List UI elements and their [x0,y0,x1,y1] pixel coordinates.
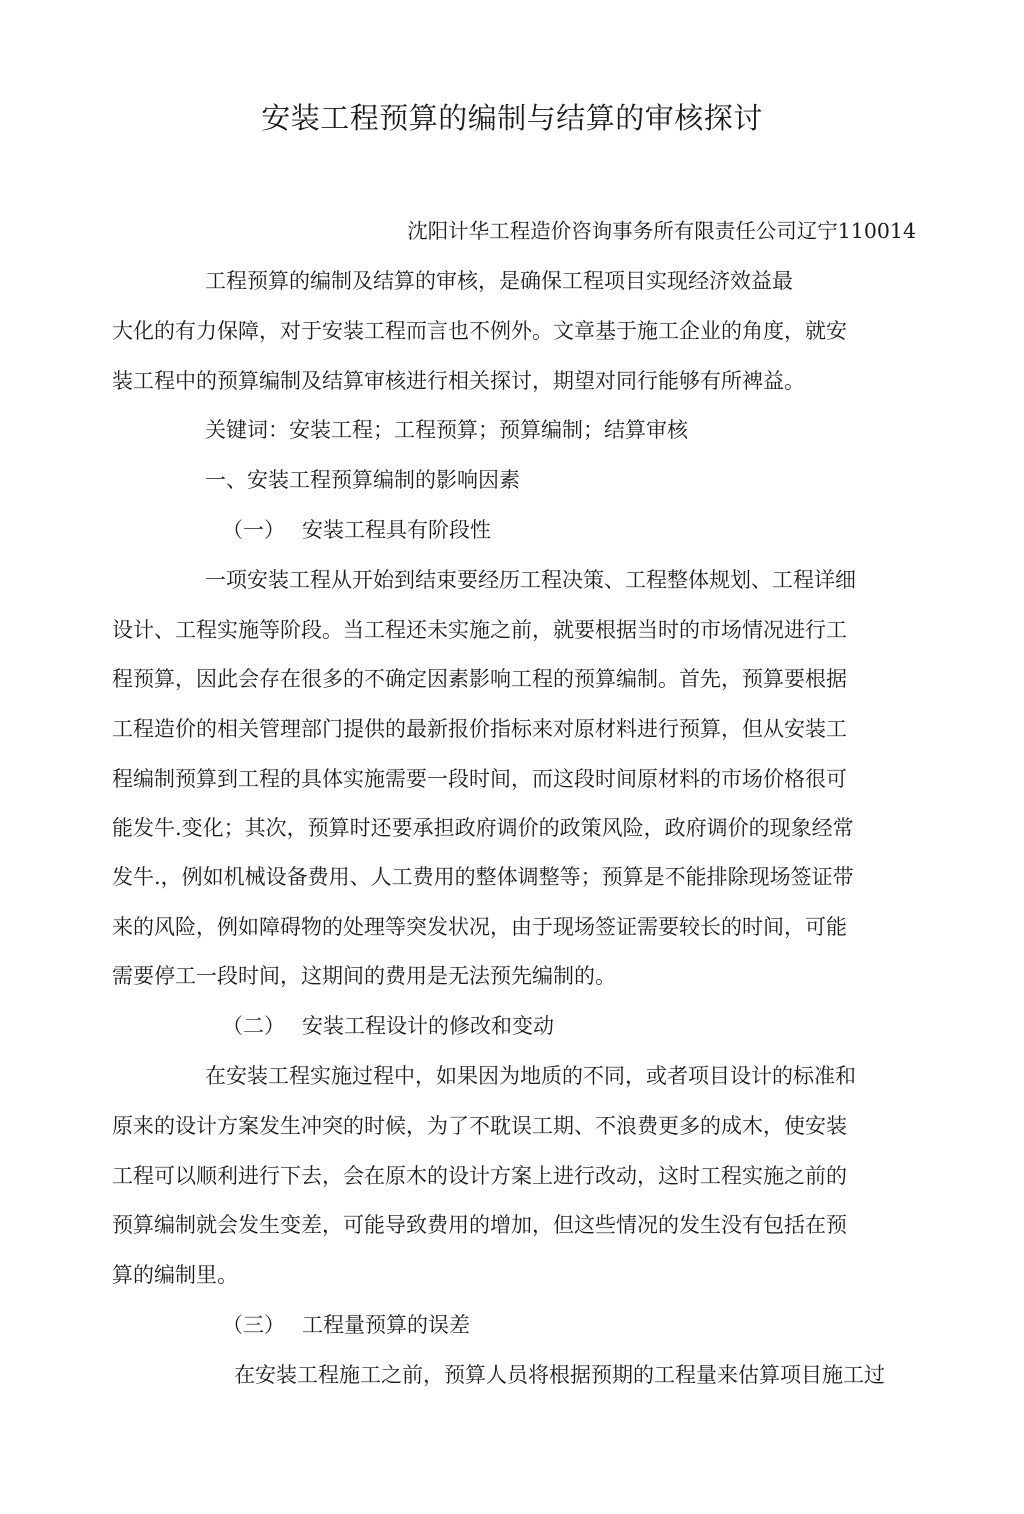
abstract-line: 大化的有力保障，对于安装工程而言也不例外。文章基于施工企业的角度，就安 [112,319,847,343]
paragraph-line: 程预算，因此会存在很多的不确定因素影响工程的预算编制。首先，预算要根据 [112,667,847,691]
paragraph-line: 能发牛.变化；其次，预算时还要承担政府调价的政策风险，政府调价的现象经常 [112,816,854,840]
subsection-title: 安装工程具有阶段性 [302,518,491,542]
author-affiliation: 沈阳计华工程造价咨询事务所有限责任公司辽宁110014 [407,219,916,243]
subsection-number: （二） [222,1014,285,1038]
paragraph-line: 工程造价的相关管理部门提供的最新报价指标来对原材料进行预算，但从安装工 [112,717,847,741]
abstract-line: 工程预算的编制及结算的审核，是确保工程项目实现经济效益最 [205,269,793,293]
paragraph-line: 来的风险，例如障碍物的处理等突发状况，由于现场签证需要较长的时间，可能 [112,915,847,939]
paragraph-line: 在安装工程实施过程中，如果因为地质的不同，或者项目设计的标准和 [205,1064,856,1088]
paragraph-line: 原来的设计方案发生冲突的时候，为了不耽误工期、不浪费更多的成木，使安装 [112,1114,847,1138]
paragraph-line: 在安装工程施工之前，预算人员将根据预期的工程量来估算项目施工过 [234,1363,885,1387]
paragraph-line: 发牛.，例如机械设备费用、人工费用的整体调整等；预算是不能排除现场签证带 [112,865,854,889]
subsection-number: （三） [222,1313,285,1337]
subsection-title: 工程量预算的误差 [302,1313,470,1337]
subsection-title: 安装工程设计的修改和变动 [302,1014,554,1038]
paragraph-line: 一项安装工程从开始到结束要经历工程决策、工程整体规划、工程详细 [205,568,856,592]
section-heading: 一、安装工程预算编制的影响因素 [205,468,520,492]
paragraph-line: 工程可以顺利进行下去，会在原木的设计方案上进行改动，这时工程实施之前的 [112,1164,847,1188]
paragraph-line: 设计、工程实施等阶段。当工程还未实施之前，就要根据当时的市场情况进行工 [112,618,847,642]
paragraph-line: 需要停工一段时间，这期间的费用是无法预先编制的。 [112,964,616,988]
abstract-line: 装工程中的预算编制及结算审核进行相关探讨，期望对同行能够有所裨益。 [112,369,805,393]
document-title: 安装工程预算的编制与结算的审核探讨 [261,101,763,135]
keywords: 关键词：安装工程；工程预算；预算编制；结算审核 [205,418,688,442]
subsection-number: （一） [222,518,285,542]
paragraph-line: 程编制预算到工程的具体实施需要一段时间，而这段时间原材料的市场价格很可 [112,767,847,791]
paragraph-line: 预算编制就会发生变差，可能导致费用的增加，但这些情况的发生没有包括在预 [112,1213,847,1237]
paragraph-line: 算的编制里。 [112,1263,238,1287]
